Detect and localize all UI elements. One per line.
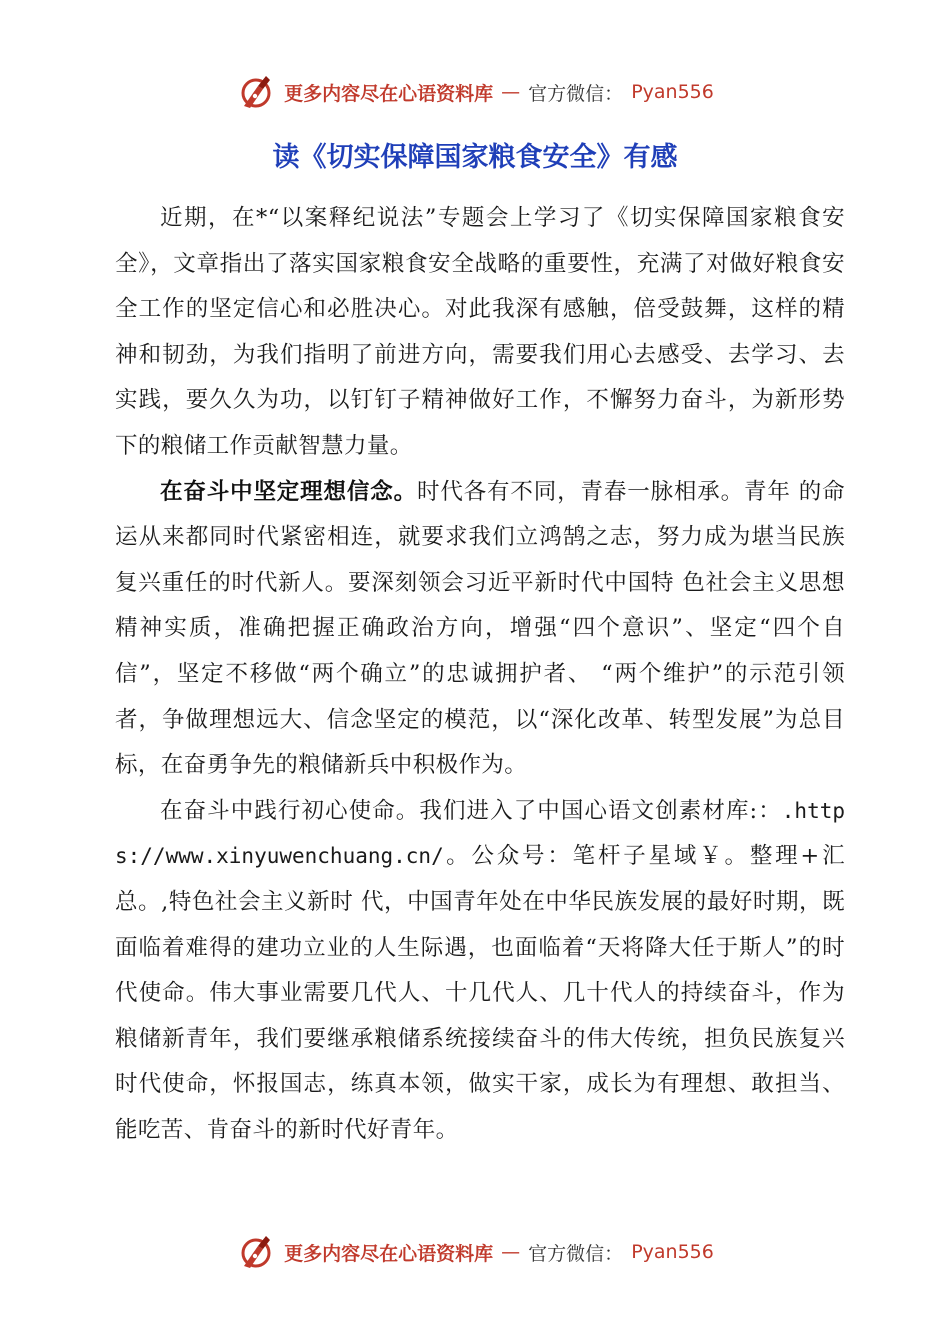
header-banner <box>0 70 950 114</box>
pen-nib-logo-icon <box>236 72 276 112</box>
document-body <box>115 196 845 1153</box>
paragraph-text: 时代各有不同，青春一脉相承。青年 的命运从来都同时代紧密相连，就要求我们立鸿鹄之志，努力成为堪当民族复兴重任的时代新人。要深刻领会习近平新时代中国特 色社会主义思想精神实质，准确把握正确政治方向，增强“四个意识”、坚定“四个自信”，坚定不移做“两个确立”的忠诚拥护者、 “两个维护”的示范引领者，争做理想远大、信念坚定的模范，以“深化改革、转型发展”为总目标，在奋勇争先的粮储新兵中积极作为。 <box>115 478 845 779</box>
banner-wechat-label: 官方微信： <box>528 1242 624 1265</box>
banner-wechat-id: Pyan556 <box>631 1241 714 1263</box>
banner-wechat-label: 官方微信： <box>528 82 624 105</box>
paragraph <box>115 470 845 789</box>
paragraph-text: 近期，在*“以案释纪说法”专题会上学习了《切实保障国家粮食安全》，文章指出了落实国家粮食安全战略的重要性，充满了对做好粮食安全工作的坚定信心和必胜决心。对此我深有感触，倍受鼓舞，这样的精神和韧劲，为我们指明了前进方向，需要我们用心去感受、去学习、去实践，要久久为功，以钉钉子精神做好工作，不懈努力奋斗，为新形势下的粮储工作贡献智慧力量。 <box>115 205 845 459</box>
source-url-text: .https://www.xinyuwenchuang.cn/ <box>115 798 845 869</box>
banner-brand-text: 更多内容尽在心语资料库 <box>284 1242 494 1265</box>
document-title: 读《切实保障国家粮食安全》有感 <box>272 142 678 173</box>
banner-separator: — <box>501 1241 521 1263</box>
pen-nib-logo-icon <box>236 1232 276 1272</box>
paragraph-text: 。公众号：笔杆子星域￥。整理+汇总。,特色社会主义新时 代，中国青年处在中华民族发展的最好时期，既面临着难得的建功立业的人生际遇，也面临着“天将降大任于斯人”的时代使命。伟大事业需要几代人、十几代人、几十代人的持续奋斗，作为粮储新青年，我们要继承粮储系统接续奋斗的伟大传统，担负民族复兴时代使命，怀报国志，练真本领，做实干家，成长为有理想、敢担当、能吃苦、肯奋斗的新时代好青年。 <box>115 843 845 1143</box>
banner-separator: — <box>501 81 521 103</box>
paragraph <box>115 789 845 1154</box>
banner-brand-text: 更多内容尽在心语资料库 <box>284 82 494 105</box>
paragraph <box>115 196 845 470</box>
footer-banner <box>0 1230 950 1274</box>
paragraph-text: 在奋斗中践行初心使命。我们进入了中国心语文创素材库:： <box>160 797 782 824</box>
banner-wechat-id: Pyan556 <box>631 81 714 103</box>
paragraph-lead-heading: 在奋斗中坚定理想信念。 <box>160 478 417 505</box>
